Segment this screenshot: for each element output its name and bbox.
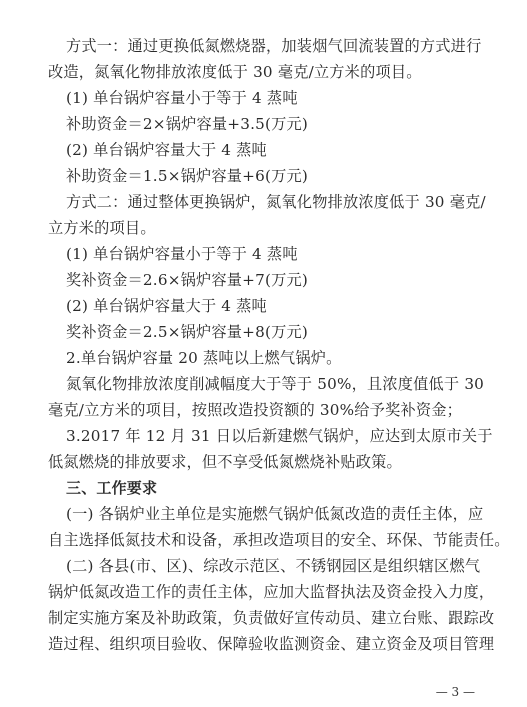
paragraph-line: (二) 各县(市、区)、综改示范区、不锈钢园区是组织辖区燃气 bbox=[66, 557, 481, 575]
paragraph-line: (一) 各锅炉业主单位是实施燃气锅炉低氮改造的责任主体，应 bbox=[66, 505, 484, 523]
paragraph-line: 奖补资金＝2.6×锅炉容量+7(万元) bbox=[66, 271, 308, 289]
paragraph-line: 奖补资金＝2.5×锅炉容量+8(万元) bbox=[66, 323, 308, 341]
paragraph-line: 造过程、组织项目验收、保障验收监测资金、建立资金及项目管理 bbox=[48, 635, 495, 653]
paragraph-line: 氮氧化物排放浓度削减幅度大于等于 50%，且浓度值低于 30 bbox=[66, 375, 485, 393]
paragraph-line: 低氮燃烧的排放要求，但不享受低氮燃烧补贴政策。 bbox=[48, 453, 402, 471]
paragraph-line: (1) 单台锅炉容量小于等于 4 蒸吨 bbox=[66, 245, 298, 263]
paragraph-line: 制定实施方案及补助政策，负责做好宣传动员、建立台账、跟踪改 bbox=[48, 609, 495, 627]
paragraph-line: 2.单台锅炉容量 20 蒸吨以上燃气锅炉。 bbox=[66, 349, 342, 367]
paragraph-line: 补助资金＝1.5×锅炉容量+6(万元) bbox=[66, 167, 308, 185]
page-number: — 3 — bbox=[435, 685, 475, 699]
paragraph-line: (1) 单台锅炉容量小于等于 4 蒸吨 bbox=[66, 89, 298, 107]
paragraph-line: 锅炉低氮改造工作的责任主体，应加大监督执法及资金投入力度， bbox=[48, 583, 495, 601]
paragraph-line: 立方米的项目。 bbox=[48, 219, 156, 237]
paragraph-line: 3.2017 年 12 月 31 日以后新建燃气锅炉，应达到太原市关于 bbox=[66, 427, 493, 445]
paragraph-line: 改造，氮氧化物排放浓度低于 30 毫克/立方米的项目。 bbox=[48, 63, 422, 81]
paragraph-line: 方式二：通过整体更换锅炉，氮氧化物排放浓度低于 30 毫克/ bbox=[66, 193, 486, 211]
section-heading: 三、工作要求 bbox=[66, 479, 158, 497]
paragraph-line: (2) 单台锅炉容量大于 4 蒸吨 bbox=[66, 297, 267, 315]
paragraph-line: 方式一：通过更换低氮燃烧器，加装烟气回流装置的方式进行 bbox=[66, 37, 482, 55]
paragraph-line: (2) 单台锅炉容量大于 4 蒸吨 bbox=[66, 141, 267, 159]
paragraph-line: 补助资金＝2×锅炉容量+3.5(万元) bbox=[66, 115, 308, 133]
paragraph-line: 自主选择低氮技术和设备，承担改造项目的安全、环保、节能责任。 bbox=[48, 531, 510, 549]
paragraph-line: 毫克/立方米的项目，按照改造投资额的 30%给予奖补资金； bbox=[48, 401, 463, 419]
